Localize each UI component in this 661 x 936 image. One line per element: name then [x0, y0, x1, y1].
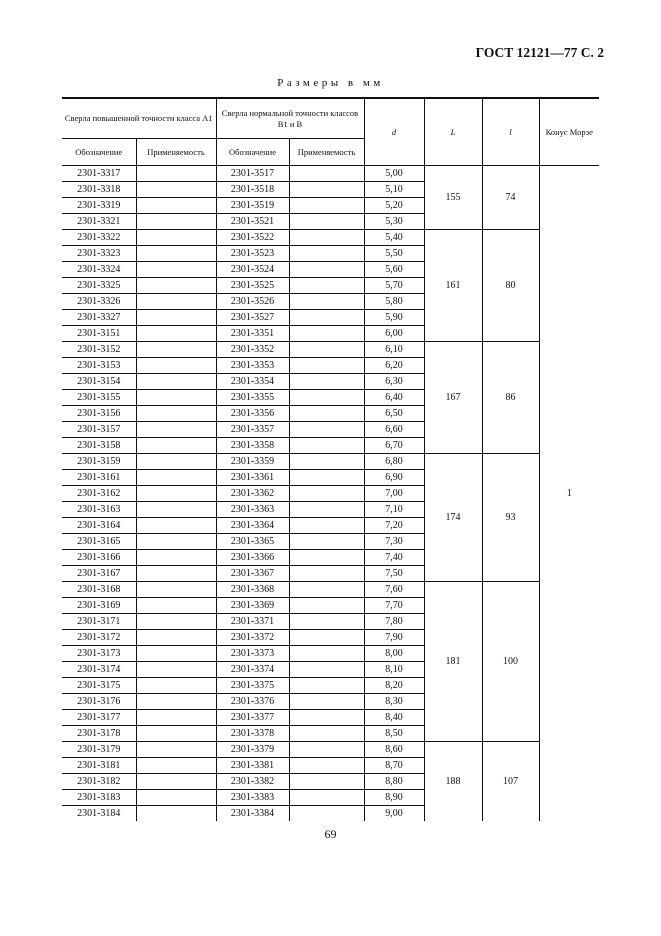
applicability-a1-cell [136, 246, 216, 262]
applicability-a1-cell [136, 342, 216, 358]
diameter-cell: 7,90 [364, 630, 424, 646]
table-row [62, 230, 599, 246]
diameter-cell: 5,40 [364, 230, 424, 246]
designation-b-cell: 2301-3521 [216, 214, 289, 230]
page-header: ГОСТ 12121—77 С. 2 [475, 45, 604, 60]
designation-a1-cell: 2301-3171 [62, 614, 136, 630]
length-L-cell: 167 [424, 342, 482, 454]
designation-a1-cell: 2301-3167 [62, 566, 136, 582]
applicability-b-cell [289, 534, 364, 550]
designation-b-cell: 2301-3376 [216, 694, 289, 710]
designation-a1-cell: 2301-3162 [62, 486, 136, 502]
designation-b-cell: 2301-3366 [216, 550, 289, 566]
designation-b-cell: 2301-3527 [216, 310, 289, 326]
applicability-a1-cell [136, 774, 216, 790]
designation-a1-cell: 2301-3321 [62, 214, 136, 230]
designation-a1-cell: 2301-3166 [62, 550, 136, 566]
diameter-cell: 5,70 [364, 278, 424, 294]
applicability-a1-cell [136, 262, 216, 278]
designation-b-cell: 2301-3383 [216, 790, 289, 806]
designation-a1-cell: 2301-3325 [62, 278, 136, 294]
diameter-cell: 6,10 [364, 342, 424, 358]
diameter-cell: 8,10 [364, 662, 424, 678]
applicability-a1-cell [136, 470, 216, 486]
diameter-cell: 6,30 [364, 374, 424, 390]
designation-a1-cell: 2301-3174 [62, 662, 136, 678]
header-d: d [364, 98, 424, 166]
diameter-cell: 8,50 [364, 726, 424, 742]
applicability-a1-cell [136, 550, 216, 566]
designation-b-cell: 2301-3374 [216, 662, 289, 678]
applicability-a1-cell [136, 742, 216, 758]
diameter-cell: 7,30 [364, 534, 424, 550]
applicability-b-cell [289, 806, 364, 822]
applicability-a1-cell [136, 790, 216, 806]
designation-a1-cell: 2301-3157 [62, 422, 136, 438]
length-L-cell: 188 [424, 742, 482, 822]
applicability-b-cell [289, 310, 364, 326]
designation-b-cell: 2301-3382 [216, 774, 289, 790]
designation-b-cell: 2301-3351 [216, 326, 289, 342]
diameter-cell: 6,60 [364, 422, 424, 438]
designation-b-cell: 2301-3379 [216, 742, 289, 758]
designation-b-cell: 2301-3524 [216, 262, 289, 278]
applicability-a1-cell [136, 438, 216, 454]
designation-b-cell: 2301-3377 [216, 710, 289, 726]
header-group-b: Сверла нормальной точности классов В1 и В [216, 98, 364, 139]
diameter-cell: 7,10 [364, 502, 424, 518]
applicability-b-cell [289, 598, 364, 614]
designation-a1-cell: 2301-3178 [62, 726, 136, 742]
designation-b-cell: 2301-3372 [216, 630, 289, 646]
diameter-cell: 6,00 [364, 326, 424, 342]
designation-b-cell: 2301-3359 [216, 454, 289, 470]
applicability-b-cell [289, 278, 364, 294]
applicability-b-cell [289, 518, 364, 534]
length-L-cell: 161 [424, 230, 482, 342]
applicability-a1-cell [136, 278, 216, 294]
applicability-b-cell [289, 486, 364, 502]
designation-b-cell: 2301-3518 [216, 182, 289, 198]
applicability-b-cell [289, 742, 364, 758]
applicability-b-cell [289, 662, 364, 678]
applicability-b-cell [289, 582, 364, 598]
designation-b-cell: 2301-3367 [216, 566, 289, 582]
length-l-cell: 74 [482, 166, 539, 230]
designation-a1-cell: 2301-3182 [62, 774, 136, 790]
applicability-a1-cell [136, 422, 216, 438]
designation-b-cell: 2301-3384 [216, 806, 289, 822]
table-row [62, 166, 599, 182]
designation-a1-cell: 2301-3318 [62, 182, 136, 198]
length-l-cell: 107 [482, 742, 539, 822]
diameter-cell: 5,20 [364, 198, 424, 214]
diameter-cell: 8,30 [364, 694, 424, 710]
designation-b-cell: 2301-3381 [216, 758, 289, 774]
applicability-b-cell [289, 502, 364, 518]
length-l-cell: 80 [482, 230, 539, 342]
applicability-a1-cell [136, 678, 216, 694]
applicability-b-cell [289, 294, 364, 310]
diameter-cell: 8,80 [364, 774, 424, 790]
designation-b-cell: 2301-3523 [216, 246, 289, 262]
designation-a1-cell: 2301-3327 [62, 310, 136, 326]
designation-b-cell: 2301-3526 [216, 294, 289, 310]
designation-a1-cell: 2301-3175 [62, 678, 136, 694]
designation-b-cell: 2301-3356 [216, 406, 289, 422]
designation-b-cell: 2301-3353 [216, 358, 289, 374]
designation-a1-cell: 2301-3322 [62, 230, 136, 246]
table-row [62, 454, 599, 470]
applicability-b-cell [289, 566, 364, 582]
designation-a1-cell: 2301-3155 [62, 390, 136, 406]
diameter-cell: 7,60 [364, 582, 424, 598]
diameter-cell: 8,20 [364, 678, 424, 694]
designation-b-cell: 2301-3525 [216, 278, 289, 294]
diameter-cell: 8,00 [364, 646, 424, 662]
applicability-a1-cell [136, 646, 216, 662]
applicability-a1-cell [136, 198, 216, 214]
designation-b-cell: 2301-3373 [216, 646, 289, 662]
designation-a1-cell: 2301-3173 [62, 646, 136, 662]
applicability-a1-cell [136, 566, 216, 582]
designation-b-cell: 2301-3362 [216, 486, 289, 502]
applicability-b-cell [289, 790, 364, 806]
applicability-a1-cell [136, 662, 216, 678]
designation-b-cell: 2301-3365 [216, 534, 289, 550]
designation-b-cell: 2301-3361 [216, 470, 289, 486]
applicability-a1-cell [136, 534, 216, 550]
applicability-b-cell [289, 646, 364, 662]
applicability-b-cell [289, 758, 364, 774]
designation-b-cell: 2301-3369 [216, 598, 289, 614]
applicability-a1-cell [136, 294, 216, 310]
applicability-b-cell [289, 358, 364, 374]
diameter-cell: 8,40 [364, 710, 424, 726]
applicability-b-cell [289, 774, 364, 790]
diameter-cell: 8,90 [364, 790, 424, 806]
designation-a1-cell: 2301-3326 [62, 294, 136, 310]
applicability-a1-cell [136, 694, 216, 710]
applicability-b-cell [289, 422, 364, 438]
table-row [62, 342, 599, 358]
length-l-cell: 86 [482, 342, 539, 454]
applicability-a1-cell [136, 166, 216, 182]
applicability-b-cell [289, 246, 364, 262]
morse-taper-cell: 1 [566, 488, 572, 499]
applicability-b-cell [289, 630, 364, 646]
header-morse-taper: Конус Морзе [539, 98, 599, 166]
applicability-a1-cell [136, 630, 216, 646]
designation-a1-cell: 2301-3183 [62, 790, 136, 806]
designation-a1-cell: 2301-3317 [62, 166, 136, 182]
applicability-a1-cell [136, 454, 216, 470]
designation-a1-cell: 2301-3319 [62, 198, 136, 214]
diameter-cell: 6,50 [364, 406, 424, 422]
applicability-a1-cell [136, 518, 216, 534]
diameter-cell: 7,50 [364, 566, 424, 582]
diameter-cell: 8,70 [364, 758, 424, 774]
applicability-a1-cell [136, 710, 216, 726]
designation-a1-cell: 2301-3165 [62, 534, 136, 550]
designation-a1-cell: 2301-3324 [62, 262, 136, 278]
designation-b-cell: 2301-3371 [216, 614, 289, 630]
designation-a1-cell: 2301-3161 [62, 470, 136, 486]
designation-a1-cell: 2301-3323 [62, 246, 136, 262]
designation-a1-cell: 2301-3153 [62, 358, 136, 374]
header-applicability-b: Применяемость [289, 139, 364, 166]
applicability-b-cell [289, 438, 364, 454]
header-designation-b: Обозначение [216, 139, 289, 166]
applicability-a1-cell [136, 486, 216, 502]
applicability-b-cell [289, 166, 364, 182]
length-l-cell: 100 [482, 582, 539, 742]
applicability-a1-cell [136, 582, 216, 598]
applicability-a1-cell [136, 230, 216, 246]
diameter-cell: 5,60 [364, 262, 424, 278]
applicability-b-cell [289, 214, 364, 230]
diameter-cell: 6,20 [364, 358, 424, 374]
designation-a1-cell: 2301-3172 [62, 630, 136, 646]
length-l-cell: 93 [482, 454, 539, 582]
applicability-a1-cell [136, 310, 216, 326]
diameter-cell: 7,70 [364, 598, 424, 614]
designation-a1-cell: 2301-3184 [62, 806, 136, 822]
dimensions-caption: Размеры в мм [277, 77, 384, 89]
applicability-b-cell [289, 614, 364, 630]
designation-b-cell: 2301-3357 [216, 422, 289, 438]
applicability-b-cell [289, 694, 364, 710]
applicability-a1-cell [136, 326, 216, 342]
designation-b-cell: 2301-3352 [216, 342, 289, 358]
diameter-cell: 7,00 [364, 486, 424, 502]
diameter-cell: 9,00 [364, 806, 424, 822]
applicability-b-cell [289, 678, 364, 694]
applicability-a1-cell [136, 614, 216, 630]
header-designation-a1: Обозначение [62, 139, 136, 166]
diameter-cell: 5,50 [364, 246, 424, 262]
diameter-cell: 8,60 [364, 742, 424, 758]
header-group-a1: Сверла повышенной точности класса А1 [62, 98, 216, 139]
applicability-b-cell [289, 182, 364, 198]
applicability-a1-cell [136, 502, 216, 518]
designation-a1-cell: 2301-3154 [62, 374, 136, 390]
applicability-a1-cell [136, 598, 216, 614]
applicability-a1-cell [136, 358, 216, 374]
diameter-cell: 5,90 [364, 310, 424, 326]
applicability-b-cell [289, 390, 364, 406]
applicability-b-cell [289, 710, 364, 726]
page-number: 69 [324, 827, 337, 841]
diameter-cell: 6,90 [364, 470, 424, 486]
applicability-a1-cell [136, 374, 216, 390]
designation-b-cell: 2301-3358 [216, 438, 289, 454]
applicability-a1-cell [136, 390, 216, 406]
designation-a1-cell: 2301-3181 [62, 758, 136, 774]
designation-a1-cell: 2301-3164 [62, 518, 136, 534]
header-applicability-a1: Применяемость [136, 139, 216, 166]
header-l: l [482, 98, 539, 166]
applicability-b-cell [289, 342, 364, 358]
applicability-b-cell [289, 470, 364, 486]
designation-a1-cell: 2301-3163 [62, 502, 136, 518]
applicability-b-cell [289, 374, 364, 390]
diameter-cell: 5,80 [364, 294, 424, 310]
diameter-cell: 6,80 [364, 454, 424, 470]
diameter-cell: 7,20 [364, 518, 424, 534]
designation-a1-cell: 2301-3159 [62, 454, 136, 470]
header-L: L [424, 98, 482, 166]
designation-a1-cell: 2301-3176 [62, 694, 136, 710]
diameter-cell: 5,10 [364, 182, 424, 198]
designation-b-cell: 2301-3364 [216, 518, 289, 534]
designation-b-cell: 2301-3519 [216, 198, 289, 214]
designation-a1-cell: 2301-3152 [62, 342, 136, 358]
applicability-a1-cell [136, 214, 216, 230]
diameter-cell: 5,00 [364, 166, 424, 182]
applicability-a1-cell [136, 406, 216, 422]
applicability-b-cell [289, 198, 364, 214]
diameter-cell: 5,30 [364, 214, 424, 230]
table-body [62, 166, 599, 822]
drill-sizes-table [62, 97, 599, 821]
applicability-a1-cell [136, 758, 216, 774]
diameter-cell: 6,70 [364, 438, 424, 454]
designation-b-cell: 2301-3368 [216, 582, 289, 598]
designation-a1-cell: 2301-3177 [62, 710, 136, 726]
applicability-b-cell [289, 550, 364, 566]
applicability-a1-cell [136, 182, 216, 198]
diameter-cell: 6,40 [364, 390, 424, 406]
designation-a1-cell: 2301-3158 [62, 438, 136, 454]
length-L-cell: 155 [424, 166, 482, 230]
applicability-b-cell [289, 262, 364, 278]
table-row [62, 582, 599, 598]
table-row [62, 742, 599, 758]
applicability-a1-cell [136, 806, 216, 822]
applicability-b-cell [289, 230, 364, 246]
applicability-a1-cell [136, 726, 216, 742]
designation-b-cell: 2301-3522 [216, 230, 289, 246]
designation-a1-cell: 2301-3179 [62, 742, 136, 758]
designation-b-cell: 2301-3354 [216, 374, 289, 390]
designation-a1-cell: 2301-3151 [62, 326, 136, 342]
designation-b-cell: 2301-3517 [216, 166, 289, 182]
designation-b-cell: 2301-3378 [216, 726, 289, 742]
diameter-cell: 7,80 [364, 614, 424, 630]
applicability-b-cell [289, 726, 364, 742]
diameter-cell: 7,40 [364, 550, 424, 566]
designation-a1-cell: 2301-3168 [62, 582, 136, 598]
designation-b-cell: 2301-3375 [216, 678, 289, 694]
length-L-cell: 181 [424, 582, 482, 742]
applicability-b-cell [289, 406, 364, 422]
designation-a1-cell: 2301-3169 [62, 598, 136, 614]
applicability-b-cell [289, 326, 364, 342]
designation-b-cell: 2301-3355 [216, 390, 289, 406]
designation-b-cell: 2301-3363 [216, 502, 289, 518]
designation-a1-cell: 2301-3156 [62, 406, 136, 422]
applicability-b-cell [289, 454, 364, 470]
length-L-cell: 174 [424, 454, 482, 582]
